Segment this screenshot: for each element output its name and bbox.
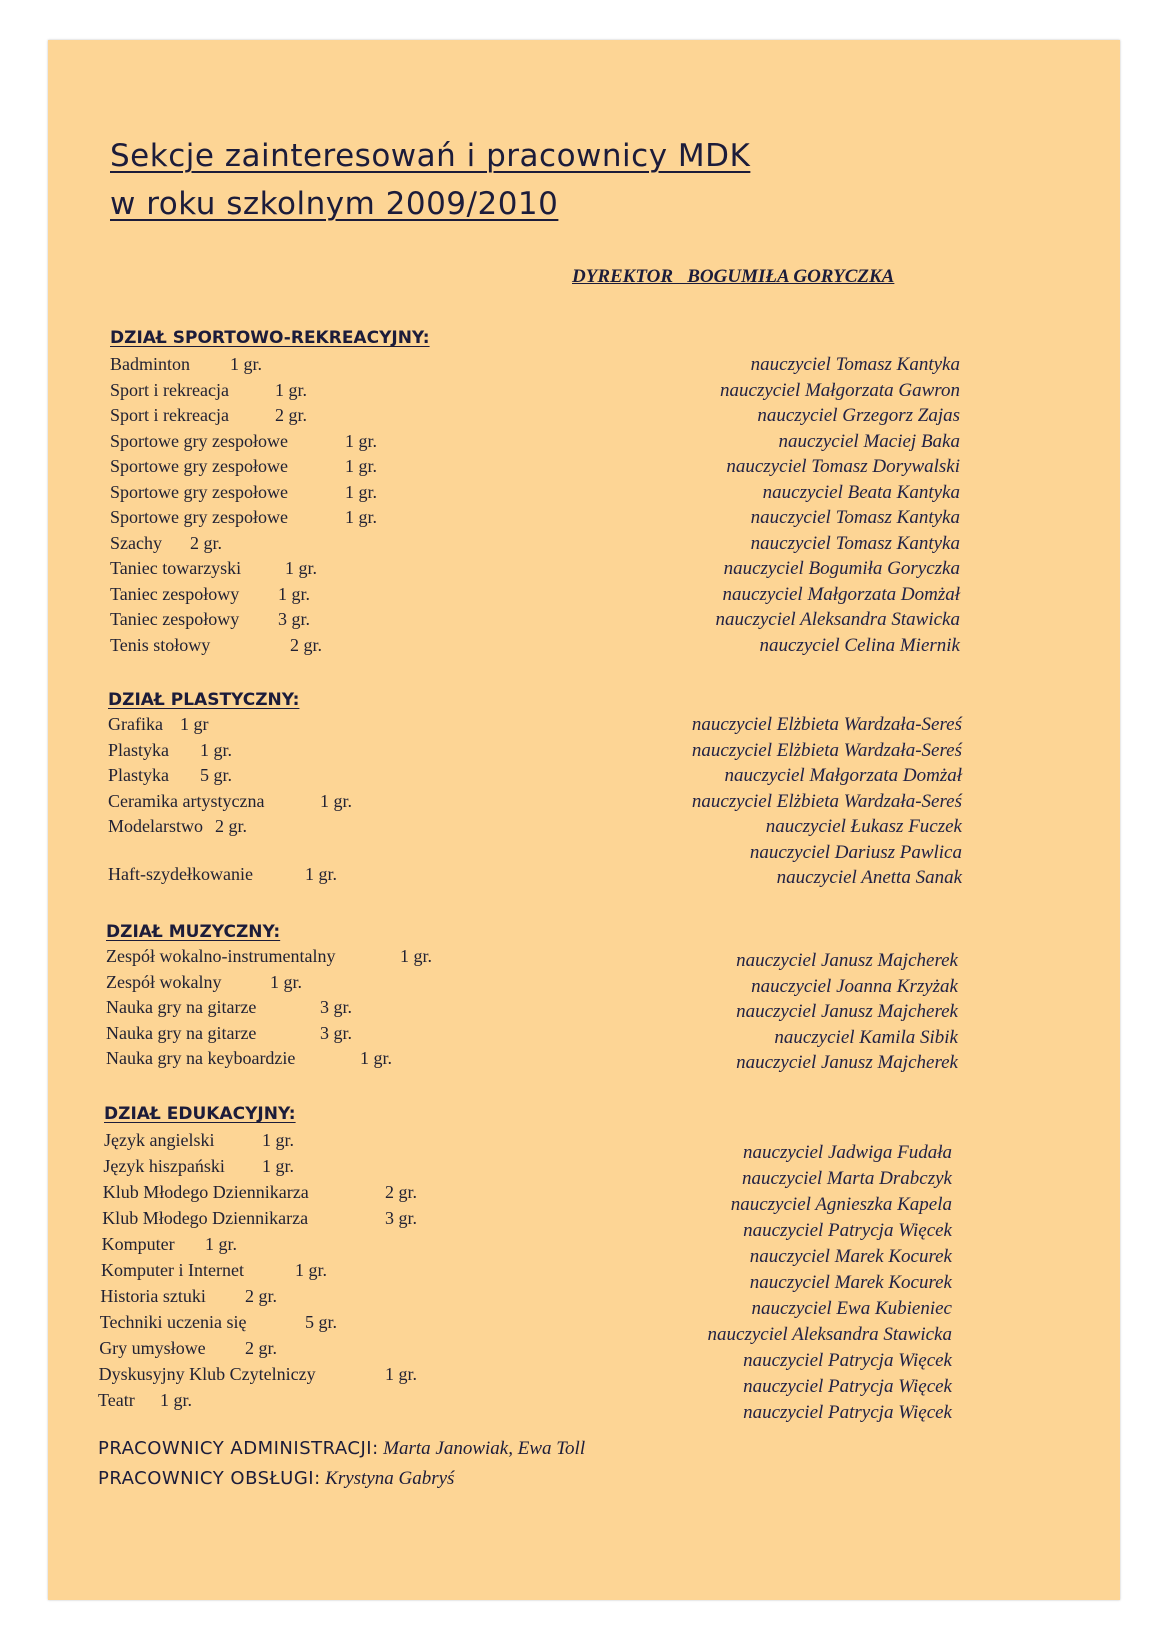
activity-name: Badminton (110, 354, 190, 374)
activity-name: Język angielski (104, 1130, 215, 1150)
activity-groups: 2 gr. (275, 405, 308, 425)
activity-name: Modelarstwo (108, 816, 203, 836)
teacher-name: nauczyciel Tomasz Kantyka (750, 532, 960, 554)
activity-groups: 1 gr. (305, 863, 338, 884)
activity-groups: 1 gr. (360, 1048, 393, 1068)
activity-name: Sport i rekreacja (110, 405, 229, 425)
teacher-name: nauczyciel Tomasz Kantyka (750, 354, 960, 375)
teacher-name: nauczyciel Tomasz Kantyka (750, 507, 960, 528)
activity-groups: 1 gr. (275, 379, 308, 400)
activity-groups: 1 gr. (270, 971, 303, 992)
activity-groups: 1 gr (180, 714, 209, 734)
activity-name: Sport i rekreacja (110, 379, 229, 400)
title-line-1: Sekcje zainteresowań i pracownicy MDK (110, 138, 751, 174)
activity-groups: 1 gr. (230, 354, 263, 374)
activity-groups: 1 gr. (160, 1390, 193, 1410)
activity-name: Taniec zespołowy (110, 609, 240, 629)
activity-groups: 1 gr. (285, 558, 318, 578)
service-staff-label: PRACOWNICY OBSŁUGI: (98, 1468, 321, 1489)
activity-groups: 3 gr. (320, 997, 353, 1017)
activity-groups: 1 gr. (205, 1234, 238, 1254)
activity-name: Zespół wokalny (106, 971, 222, 992)
teacher-name: nauczyciel Janusz Majcherek (736, 950, 958, 971)
activity-name: Język hiszpański (103, 1156, 225, 1176)
activity-name: Klub Młodego Dziennikarza (102, 1182, 309, 1202)
activity-groups: 5 gr. (200, 765, 233, 785)
activity-name: Dyskusyjny Klub Czytelniczy (98, 1364, 316, 1384)
activity-groups: 1 gr. (345, 481, 378, 502)
activity-groups: 1 gr. (345, 430, 378, 451)
teacher-name: nauczyciel Patrycja Więcek (743, 1220, 952, 1241)
teacher-name: nauczyciel Łukasz Fuczek (765, 816, 962, 837)
service-staff-names: Krystyna Gabryś (325, 1468, 455, 1489)
teacher-name: nauczyciel Marek Kocurek (749, 1246, 952, 1267)
activity-name: Taniec zespołowy (110, 583, 240, 604)
teacher-name: nauczyciel Jadwiga Fudała (743, 1142, 952, 1163)
section-heading: DZIAŁ SPORTOWO-REKREACYJNY: (110, 328, 430, 348)
teacher-name: nauczyciel Maciej Baka (778, 430, 960, 452)
teacher-name: nauczyciel Małgorzata Domżał (724, 765, 962, 786)
teacher-name: nauczyciel Janusz Majcherek (736, 1001, 958, 1022)
activity-groups: 1 gr. (278, 583, 311, 604)
teacher-name: nauczyciel Małgorzata Gawron (720, 379, 960, 401)
section-heading: DZIAŁ MUZYCZNY: (106, 922, 281, 942)
activity-groups: 1 gr. (385, 1364, 418, 1384)
activity-name: Teatr (98, 1390, 135, 1410)
teacher-name: nauczyciel Elżbieta Wardzała-Sereś (691, 714, 962, 735)
teacher-name: nauczyciel Elżbieta Wardzała-Sereś (691, 790, 962, 812)
teacher-name: nauczyciel Kamila Sibik (774, 1026, 958, 1048)
service-staff-line (98, 1468, 454, 1490)
teacher-name: nauczyciel Grzegorz Zajas (757, 405, 960, 426)
activity-name: Gry umysłowe (99, 1338, 206, 1358)
activity-groups: 2 gr. (385, 1182, 418, 1202)
activity-groups: 1 gr. (295, 1260, 328, 1280)
activity-name: Zespół wokalno-instrumentalny (106, 946, 336, 966)
teacher-name: nauczyciel Ewa Kubieniec (751, 1298, 952, 1319)
teacher-name: nauczyciel Celina Miernik (759, 634, 960, 656)
activity-name: Techniki uczenia się (99, 1312, 247, 1332)
activity-groups: 2 gr. (245, 1338, 278, 1358)
teacher-name: nauczyciel Małgorzata Domżał (722, 583, 960, 605)
section-heading: DZIAŁ EDUKACYJNY: (104, 1104, 296, 1124)
teacher-name: nauczyciel Aleksandra Stawicka (715, 609, 960, 630)
activity-name: Plastyka (108, 739, 169, 760)
teacher-name: nauczyciel Patrycja Więcek (743, 1376, 952, 1397)
activity-name: Haft-szydełkowanie (108, 863, 253, 884)
teacher-name: nauczyciel Tomasz Dorywalski (726, 456, 960, 477)
teacher-name: nauczyciel Marek Kocurek (749, 1272, 952, 1293)
teacher-name: nauczyciel Patrycja Więcek (743, 1402, 952, 1423)
activity-groups: 1 gr. (262, 1156, 295, 1176)
activity-groups: 1 gr. (320, 790, 353, 811)
activity-name: Sportowe gry zespołowe (110, 507, 288, 527)
teacher-name: nauczyciel Aleksandra Stawicka (707, 1324, 952, 1345)
admin-staff-label: PRACOWNICY ADMINISTRACJI: (98, 1438, 379, 1459)
teacher-name: nauczyciel Elżbieta Wardzała-Sereś (691, 739, 962, 761)
activity-groups: 3 gr. (385, 1208, 418, 1228)
activity-name: Tenis stołowy (110, 634, 211, 655)
activity-name: Sportowe gry zespołowe (110, 481, 288, 502)
director-line: DYREKTOR BOGUMIŁA GORYCZKA (572, 266, 895, 287)
activity-name: Nauka gry na keyboardzie (106, 1048, 296, 1068)
activity-groups: 3 gr. (278, 609, 311, 629)
activity-groups: 1 gr. (262, 1130, 295, 1150)
activity-groups: 5 gr. (305, 1312, 338, 1332)
activity-groups: 1 gr. (400, 946, 433, 966)
activity-name: Nauka gry na gitarze (106, 1022, 257, 1043)
activity-name: Grafika (108, 714, 163, 734)
activity-groups: 2 gr. (215, 816, 248, 836)
admin-staff-line (98, 1438, 585, 1460)
activity-groups: 2 gr. (245, 1286, 278, 1306)
activity-name: Historia sztuki (100, 1286, 206, 1306)
teacher-name: nauczyciel Beata Kantyka (762, 481, 960, 503)
activity-name: Szachy (110, 532, 162, 553)
teacher-name: nauczyciel Anetta Sanak (776, 867, 962, 888)
activity-name: Taniec towarzyski (110, 558, 242, 578)
activity-name: Ceramika artystyczna (108, 790, 265, 811)
activity-groups: 3 gr. (320, 1022, 353, 1043)
teacher-name: nauczyciel Joanna Krzyżak (751, 975, 958, 997)
document-title (110, 132, 750, 228)
activity-name: Sportowe gry zespołowe (110, 430, 288, 451)
teacher-name: nauczyciel Marta Drabczyk (742, 1168, 952, 1189)
teacher-name: nauczyciel Agnieszka Kapela (730, 1194, 952, 1215)
title-line-2: w roku szkolnym 2009/2010 (110, 186, 559, 222)
section-heading: DZIAŁ PLASTYCZNY: (108, 690, 300, 710)
activity-name: Nauka gry na gitarze (106, 997, 257, 1017)
admin-staff-names: Marta Janowiak, Ewa Toll (383, 1438, 586, 1459)
teacher-name: nauczyciel Bogumiła Goryczka (723, 558, 960, 579)
activity-name: Sportowe gry zespołowe (110, 456, 288, 476)
activity-name: Klub Młodego Dziennikarza (102, 1208, 309, 1228)
activity-name: Plastyka (108, 765, 169, 785)
teacher-name: nauczyciel Patrycja Więcek (743, 1350, 952, 1371)
activity-name: Komputer i Internet (101, 1260, 244, 1280)
activity-groups: 1 gr. (200, 739, 233, 760)
teacher-name: nauczyciel Janusz Majcherek (736, 1052, 958, 1073)
activity-groups: 1 gr. (345, 507, 378, 527)
activity-groups: 1 gr. (345, 456, 378, 476)
activity-groups: 2 gr. (290, 634, 323, 655)
teacher-name: nauczyciel Dariusz Pawlica (749, 841, 962, 863)
activity-name: Komputer (101, 1234, 175, 1254)
activity-groups: 2 gr. (190, 532, 223, 553)
